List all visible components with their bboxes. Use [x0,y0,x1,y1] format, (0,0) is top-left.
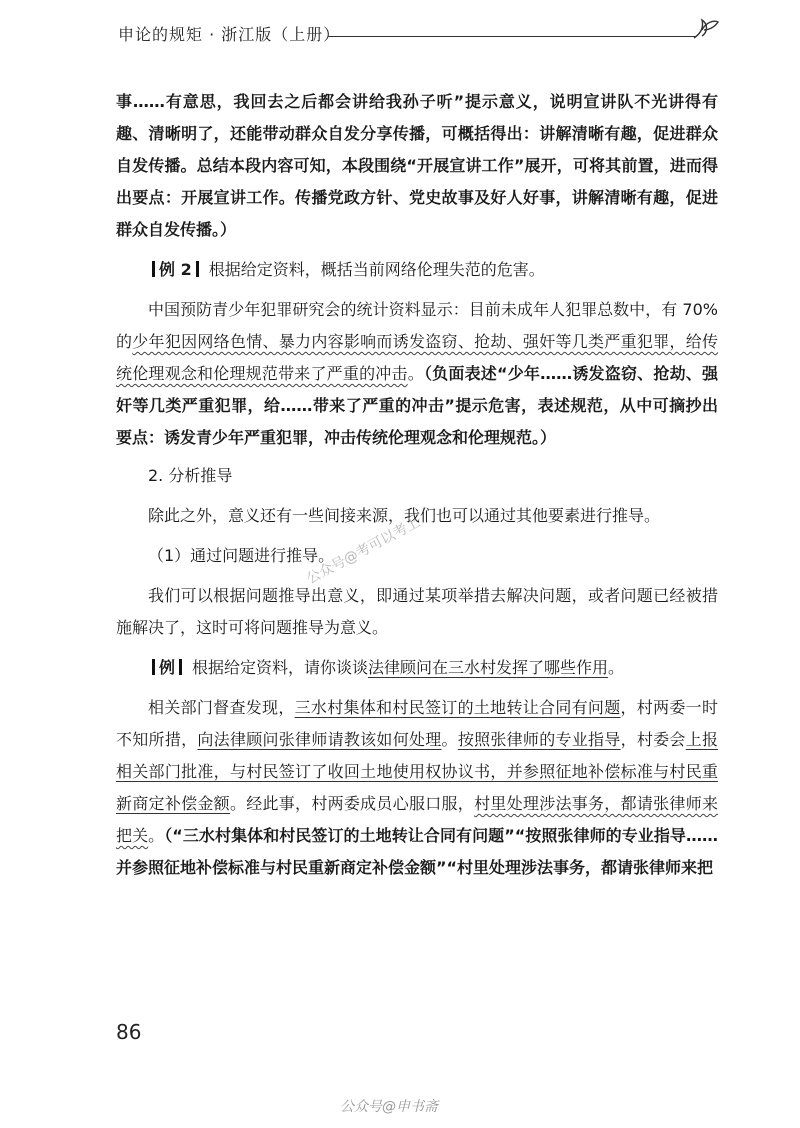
example-2-question [116,254,718,286]
book-title: 申论的规矩 · 浙江版（上册） [118,25,341,44]
subsection-heading: （1）通过问题进行推导。 [148,546,335,565]
paragraph-problem: 我们可以根据问题推导出意义，即通过某项举措去解决问题，或者问题已经被措施解决了，这时可将问题推导为意义。 [116,586,718,637]
example-3-question [116,652,718,684]
example-2-analysis: （负面表述“少年……诱发盗窃、抢劫、强奸等几类严重犯罪，给……带来了严重的冲击”提示危害，表述规范，从中可摘抄出要点：诱发青少年严重犯罪，冲击传统伦理观念和伦理规范。） [116,364,718,447]
header-rule [328,36,696,37]
paragraph-other-sources: 除此之外，意义还有一些间接来源，我们也可以通过其他要素进行推导。 [148,506,661,525]
footer-watermark: 公众号@申书斋 [340,1099,438,1115]
example-3-question-text: 根据给定资料，请你谈谈法律顾问在三水村发挥了哪些作用。 [192,658,625,677]
underlined-phrase: 三水村集体和村民签订的土地转让合同有问题 [294,698,621,717]
watermark: 公众号@考可以考上 [304,514,423,588]
running-header [118,22,718,52]
example-2-question-text: 根据给定资料，概括当前网络伦理失范的危害。 [208,260,545,279]
underlined-phrase: 按照张律师的专业指导 [457,730,621,749]
page-number: 86 [116,1020,142,1044]
paragraph-continuation: 事……有意思，我回去之后都会讲给我孙子听”提示意义，说明宣讲队不光讲得有趣、清晰明了，还能带动群众自发分享传播，可概括得出：讲解清晰有趣，促进群众自发传播。总结本段内容可知，本段围绕“开展宣讲工作”展开，可将其前置，进而得出要点：开展宣讲工作。传播党政方针、党史故事及好人好事，讲解清晰有趣，促进群众自发传播。） [116,92,718,239]
example-2-material: 中国预防青少年犯罪研究会的统计资料显示：目前未成年人犯罪总数中，有 70% 的少年犯因网络色情、暴力内容影响而诱发盗窃、抢劫、强奸等几类严重犯罪，给传统伦理观念和伦理规范带来了严重的冲击。（负面表述“少年……诱发盗窃、抢劫、强奸等几类严重犯罪，给……带来了严重的冲击”提示危害，表述规范，从中可摘抄出要点：诱发青少年严重犯罪，冲击传统伦理观念和伦理规范。） [116,300,718,447]
underlined-phrase: 村里处理涉法事务，都请张律师来把关 [116,794,718,845]
example-3-material: 相关部门督查发现，三水村集体和村民签订的土地转让合同有问题，村两委一时不知所措，向法律顾问张律师请教该如何处理。按照张律师的专业指导，村委会上报相关部门批准，与村民签订了收回土地使用权协议书，并参照征地补偿标准与村民重新商定补偿金额。经此事，村两委成员心服口服，村里处理涉法事务，都请张律师来把关。（“三水村集体和村民签订的土地转让合同有问题”“按照张律师的专业指导……并参照征地补偿标准与村民重新商定补偿金额”“村里处理涉法事务，都请张律师来把 [116,698,718,877]
example-3-label: 例 [148,652,186,684]
page-body [116,86,718,884]
sprout-icon [690,16,720,40]
example-3-analysis: （“三水村集体和村民签订的土地转让合同有问题”“按照张律师的专业指导……并参照征地补偿标准与村民重新商定补偿金额”“村里处理涉法事务，都请张律师来把 [116,826,718,877]
example-2-label: 例 2 [148,254,203,286]
underlined-phrase: 向法律顾问张律师请教该如何处理 [197,730,442,749]
underlined-phrase: 上报相关部门批准，与村民签订了收回土地使用权协议书，并参照征地补偿标准与村民重新商定补偿金额 [116,730,718,813]
section-heading: 2. 分析推导 [148,466,233,485]
underlined-phrase: 少年犯因网络色情、暴力内容影响而诱发盗窃、抢劫、强奸等几类严重犯罪，给传统伦理观念和伦理规范带来了严重的冲击 [116,332,718,383]
